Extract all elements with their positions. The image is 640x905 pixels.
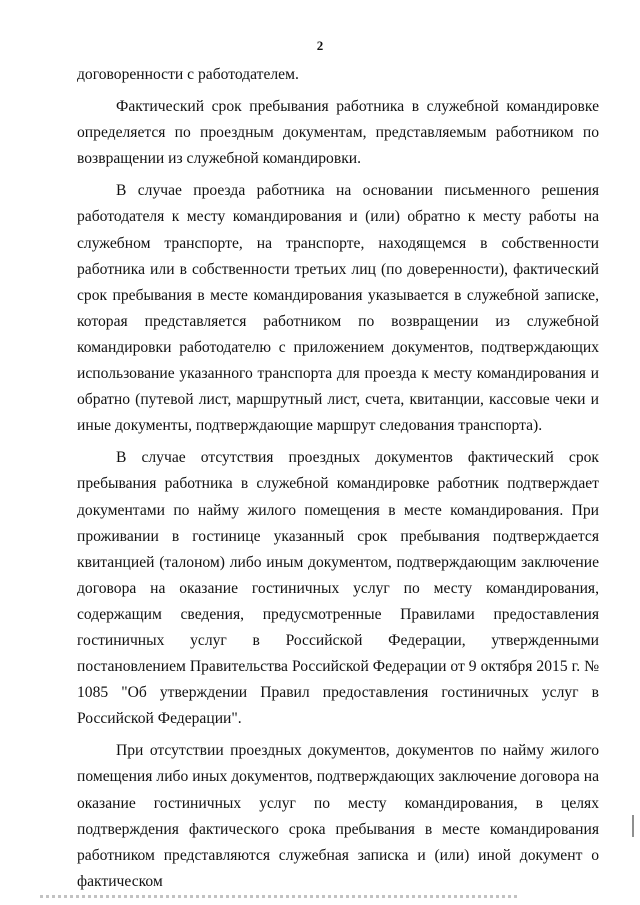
paragraph-no-tickets-case: В случае отсутствия проездных документов фактический срок пребывания работника в служебной командировке работник подтверждает документами по найму жилого помещения в месте командирования. При проживании в гостинице указанный срок пребывания подтверждается квитанцией (талоном) либо иным документом, подтверждающим заключение договора на оказание гостиничных услуг по месту командирования, содержащим сведения, предусмотренные Правилами предоставления гостиничных услуг в Российской Федерации, утвержденными постановлением Правительства Российской Федерации от 9 октября 2015 г. № 1085 "Об утверждении Правил предоставления гостиничных услуг в Российской Федерации". (77, 449, 599, 728)
paragraph-no-documents-case: При отсутствии проездных документов, документов по найму жилого помещения либо иных документов, подтверждающих заключение договора на оказание гостиничных услуг по месту командирования, в целях подтверждения фактического срока пребывания в месте командирования работником представляются служебная записка и (или) иной документ о фактическом (77, 742, 599, 890)
scan-artifact (40, 895, 520, 898)
paragraph-actual-term: Фактический срок пребывания работника в служебной командировке определяется по проездным документам, представляемым работником по возвращении из служебной командировки. (77, 98, 599, 168)
page-number: 2 (316, 38, 324, 53)
document-body (77, 62, 599, 895)
paragraph-transport-case: В случае проезда работника на основании письменного решения работодателя к месту командирования и (или) обратно к месту работы на служебном транспорте, на транспорте, находящемся в собственности работника или в собственности третьих лиц (по доверенности), фактический срок пребывания в месте командирования указывается в служебной записке, которая представляется работником по возвращении из служебной командировки работодателю с приложением документов, подтверждающих использование указанного транспорта для проезда к месту командирования и обратно (путевой лист, маршрутный лист, счета, квитанции, кассовые чеки и иные документы, подтверждающие маршрут следования транспорта). (77, 182, 599, 435)
scan-edge-mark (632, 815, 634, 837)
paragraph-continuation: договоренности с работодателем. (77, 66, 299, 83)
